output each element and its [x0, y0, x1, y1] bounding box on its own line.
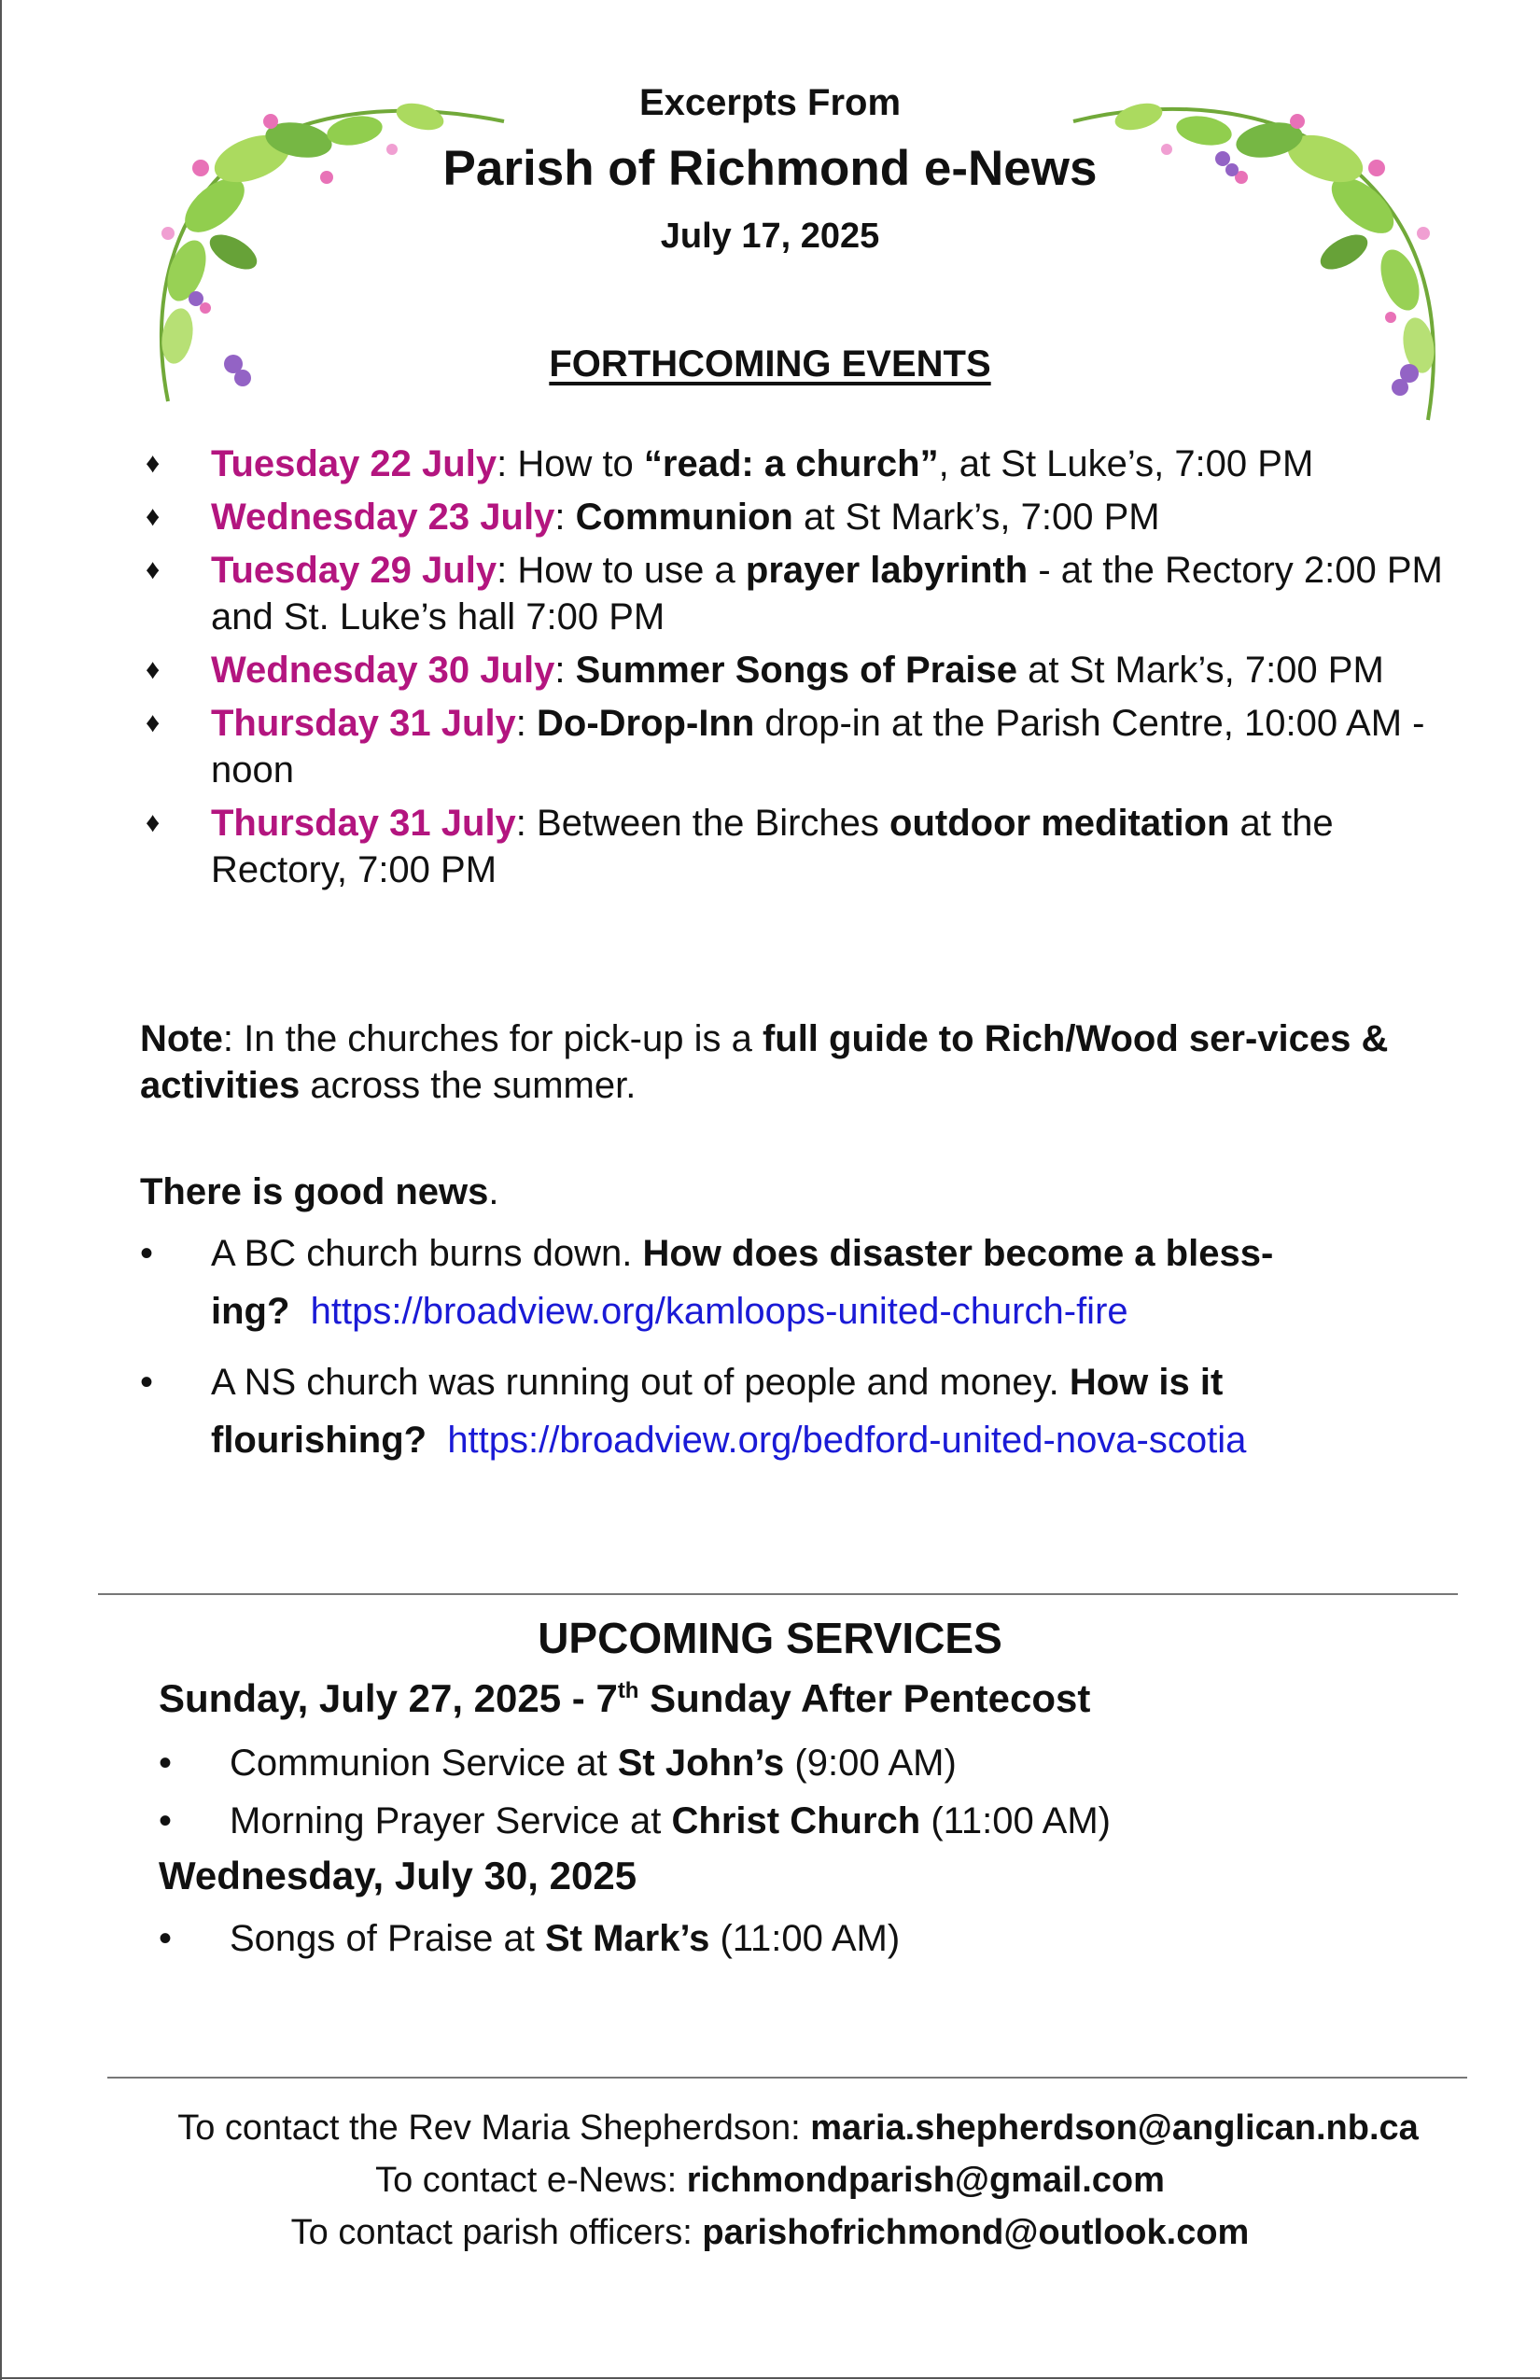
contact-line-rector [0, 2102, 1540, 2154]
event-bold: “read: a church” [643, 443, 939, 484]
service-time: (9:00 AM) [784, 1743, 957, 1784]
good-news-period: . [488, 1171, 499, 1212]
event-text: Between the Birches [537, 803, 890, 844]
event-day: Thursday 31 July [211, 803, 516, 844]
good-news-heading [140, 1169, 1456, 1215]
contact-label: To contact the Rev Maria Shepherdson: [177, 2108, 811, 2148]
event-bold: Summer Songs of Praise [575, 650, 1018, 691]
service-item [159, 1792, 1447, 1850]
event-text: - at the Rectory 2:00 PM and St. Luke’s hall 7:00 PM [211, 550, 1443, 637]
good-news-bold: How does disaster become a bless-ing? [211, 1233, 1274, 1332]
service-day-heading [159, 1676, 1090, 1721]
event-item [140, 800, 1465, 893]
diamond-bullet-icon: ♦ [146, 501, 161, 532]
events-list [140, 441, 1465, 900]
bullet-icon: • [159, 1743, 173, 1784]
event-text: at the Rectory, 7:00 PM [211, 803, 1334, 890]
event-bold: outdoor meditation [889, 803, 1230, 844]
article-link[interactable]: https://broadview.org/kamloops-united-church-fire [310, 1291, 1128, 1332]
article-link[interactable]: https://broadview.org/bedford-united-nova-scotia [447, 1420, 1247, 1461]
event-text: at St Mark’s, 7:00 PM [1017, 650, 1384, 691]
bullet-icon: • [140, 1362, 154, 1403]
good-news-item [140, 1225, 1447, 1340]
divider [107, 2077, 1467, 2079]
note-paragraph [140, 1015, 1456, 1109]
event-sep: : [554, 650, 576, 691]
event-text: How to use a [517, 550, 746, 591]
event-text: , at St Luke’s, 7:00 PM [938, 443, 1314, 484]
service-text: Morning Prayer Service at [230, 1800, 672, 1841]
divider [98, 1593, 1458, 1595]
event-text: drop-in at the Parish Centre, 10:00 AM - noon [211, 703, 1425, 791]
service-church: St Mark’s [544, 1918, 710, 1959]
event-sep: : [515, 803, 538, 844]
service-item [159, 1910, 1447, 1967]
contact-line-officers [0, 2206, 1540, 2259]
service-time: (11:00 AM) [920, 1800, 1111, 1841]
event-day: Tuesday 22 July [211, 443, 497, 484]
service-time: (11:00 AM) [709, 1918, 901, 1959]
event-sep: : [515, 703, 538, 744]
ordinal-suffix: th [617, 1678, 639, 1703]
good-news-heading-text: There is good news [140, 1171, 489, 1212]
contact-email[interactable]: richmondparish@gmail.com [686, 2161, 1165, 2200]
event-bold: Communion [575, 497, 793, 538]
newsletter-date: July 17, 2025 [660, 217, 880, 256]
good-news-list [140, 1225, 1447, 1482]
service-list [159, 1910, 1447, 1967]
service-day-text: Sunday, July 27, 2025 - 7 [159, 1676, 618, 1720]
page-bottom-edge [0, 2377, 1540, 2379]
contact-line-enews [0, 2154, 1540, 2206]
service-list [159, 1734, 1447, 1850]
service-text: Communion Service at [230, 1743, 618, 1784]
service-day-text: Sunday After Pentecost [638, 1676, 1091, 1720]
service-church: St John’s [617, 1743, 785, 1784]
event-text: How to [517, 443, 644, 484]
event-text: at St Mark’s, 7:00 PM [792, 497, 1160, 538]
good-news-text: A BC church burns down. [211, 1233, 643, 1274]
diamond-bullet-icon: ♦ [146, 807, 161, 838]
event-day: Wednesday 30 July [211, 650, 555, 691]
contact-label: To contact e-News: [375, 2161, 687, 2200]
diamond-bullet-icon: ♦ [146, 448, 161, 479]
bullet-icon: • [159, 1918, 173, 1959]
service-church: Christ Church [671, 1800, 921, 1841]
service-item [159, 1734, 1447, 1792]
contact-email[interactable]: maria.shepherdson@anglican.nb.ca [810, 2108, 1419, 2148]
diamond-bullet-icon: ♦ [146, 554, 161, 585]
event-item [140, 700, 1465, 793]
event-sep: : [554, 497, 576, 538]
event-day: Wednesday 23 July [211, 497, 555, 538]
bullet-icon: • [159, 1800, 173, 1841]
service-day-heading: Wednesday, July 30, 2025 [159, 1854, 637, 1897]
event-sep: : [497, 550, 518, 591]
event-bold: prayer labyrinth [745, 550, 1029, 591]
contact-email[interactable]: parishofrichmond@outlook.com [702, 2213, 1250, 2252]
contact-label: To contact parish officers: [290, 2213, 703, 2252]
event-day: Thursday 31 July [211, 703, 516, 744]
event-day: Tuesday 29 July [211, 550, 497, 591]
good-news-bold: How is it flourishing? [211, 1362, 1224, 1461]
header-excerpts: Excerpts From [638, 82, 902, 123]
event-bold: Do-Drop-Inn [537, 703, 755, 744]
event-item [140, 494, 1465, 540]
diamond-bullet-icon: ♦ [146, 654, 161, 685]
note-text: : In the churches for pick-up is a [222, 1018, 763, 1059]
event-sep: : [497, 443, 518, 484]
diamond-bullet-icon: ♦ [146, 707, 161, 738]
note-text-end: across the summer. [300, 1065, 637, 1106]
newsletter-title: Parish of Richmond e-News [442, 141, 1098, 196]
note-label: Note [140, 1018, 223, 1059]
service-text: Songs of Praise at [230, 1918, 545, 1959]
note-bold: full guide to Rich/Wood ser-vices & activities [140, 1018, 1389, 1106]
event-item [140, 547, 1465, 640]
event-item [140, 441, 1465, 487]
bullet-icon: • [140, 1233, 154, 1274]
section-heading-upcoming-services: UPCOMING SERVICES [538, 1614, 1002, 1662]
good-news-item [140, 1353, 1447, 1469]
section-heading-forthcoming-events: FORTHCOMING EVENTS [549, 343, 991, 385]
good-news-text: A NS church was running out of people and money. [211, 1362, 1070, 1403]
event-item [140, 647, 1465, 693]
